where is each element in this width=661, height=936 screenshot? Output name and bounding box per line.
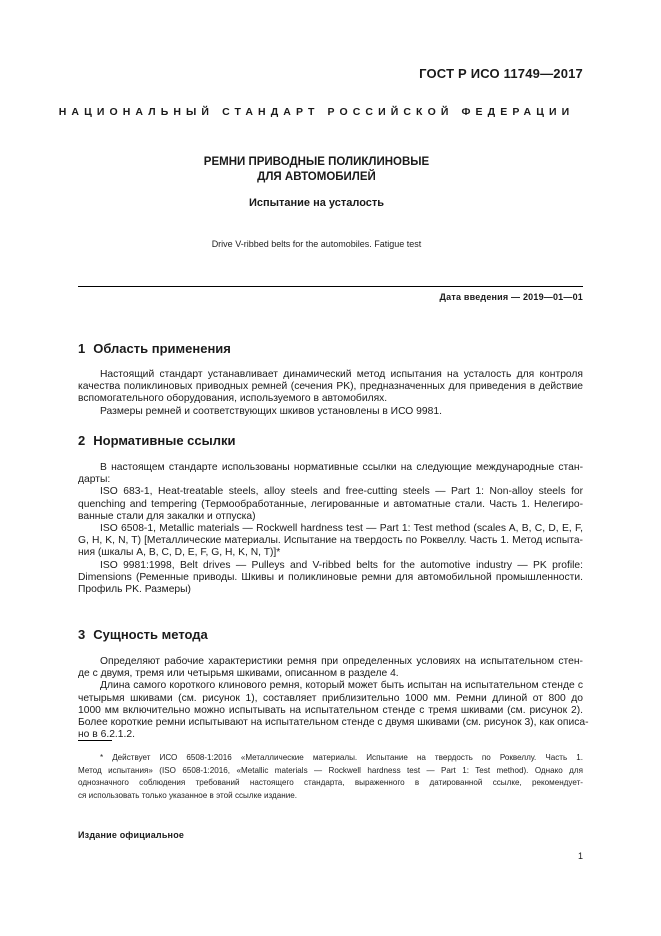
section-title: Сущность метода bbox=[93, 627, 208, 642]
national-standard-heading: НАЦИОНАЛЬНЫЙ СТАНДАРТ РОССИЙСКОЙ ФЕДЕРАЦИИ bbox=[58, 106, 575, 118]
text-line: В настоящем стандарте использованы нормативные ссылки на следующие международные стан- bbox=[100, 462, 583, 473]
text-line: Профиль PK. Размеры) bbox=[78, 584, 191, 596]
official-edition-label: Издание официальное bbox=[78, 830, 185, 840]
title-line-1: РЕМНИ ПРИВОДНЫЕ ПОЛИКЛИНОВЫЕ bbox=[203, 156, 430, 168]
section-2-text bbox=[78, 462, 583, 596]
footnote-line: * Действует ИСО 6508-1:2016 «Металлические материалы. Испытание на твердость по Роквеллу. Часть 1. bbox=[100, 753, 583, 762]
text-line: Настоящий стандарт устанавливает динамический метод испытания на усталость для контроля bbox=[100, 369, 583, 380]
text-line: G, H, K, N, T) [Металлические материалы. Испытание на твердость по Роквеллу. Часть 1. Метод испыта- bbox=[78, 535, 583, 547]
document-title bbox=[50, 155, 583, 185]
introduction-date: Дата введения — 2019—01—01 bbox=[439, 292, 583, 302]
text-line: четырьмя шкивами (см. рисунок 1), составляет приблизительно 1000 мм. Ремни длиной от 800 до bbox=[78, 692, 583, 704]
section-number: 3 bbox=[78, 627, 86, 642]
header-divider bbox=[78, 286, 583, 287]
document-subtitle: Испытание на усталость bbox=[248, 197, 385, 209]
text-line: ISO 9981:1998, Belt drives — Pulleys and V-ribbed belts for the automotive industry — PK profile: bbox=[100, 559, 583, 571]
text-line: дарты: bbox=[78, 474, 111, 486]
text-line: Размеры ремней и соответствующих шкивов установлены в ИСО 9981. bbox=[100, 405, 442, 417]
text-line: 1000 мм включительно можно испытывать на испытательном стенде с тремя шкивами (см. рисунок 2). bbox=[78, 704, 583, 716]
text-line: Длина самого короткого клинового ремня, который может быть испытан на испытательном стенде с bbox=[100, 680, 583, 692]
footnote-line: однозначного соблюдения требований настоящего стандарта, выраженного в датированной ссылке, рекомендует- bbox=[78, 778, 583, 787]
text-line: ванные стали для закалки и отпуска) bbox=[78, 510, 256, 522]
text-line: ISO 6508-1, Metallic materials — Rockwell hardness test — Part 1: Test method (scales A, B, C, D, E, F, bbox=[100, 523, 583, 535]
title-line-2: ДЛЯ АВТОМОБИЛЕЙ bbox=[257, 171, 376, 183]
section-number: 1 bbox=[78, 341, 86, 356]
section-title: Область применения bbox=[93, 341, 231, 356]
section-title: Нормативные ссылки bbox=[93, 433, 236, 448]
footnote bbox=[78, 752, 583, 802]
section-1-heading bbox=[78, 341, 231, 356]
section-3-heading bbox=[78, 627, 208, 642]
text-line: вспомогательного оборудования, используемого в автомобилях. bbox=[78, 393, 388, 405]
footnote-line: Метод испытания» (ISO 6508-1:2016, «Metallic materials — Rockwell hardness test — Part 1: Test method). Однако для bbox=[78, 765, 583, 775]
section-3-text bbox=[78, 656, 589, 741]
footnote-divider bbox=[78, 740, 112, 741]
text-line: но в 6.2.1.2. bbox=[78, 729, 135, 741]
text-line: де с двумя, тремя или четырьмя шкивами, описанном в разделе 4. bbox=[78, 668, 399, 680]
section-number: 2 bbox=[78, 433, 86, 448]
section-1-text bbox=[78, 369, 583, 418]
standard-number: ГОСТ Р ИСО 11749—2017 bbox=[419, 66, 583, 81]
section-2-heading bbox=[78, 433, 235, 448]
page-number: 1 bbox=[577, 851, 583, 861]
english-title: Drive V-ribbed belts for the automobiles. Fatigue test bbox=[211, 239, 422, 249]
text-line: Определяют рабочие характеристики ремня при определенных условиях на испытательном стен- bbox=[100, 656, 583, 667]
text-line: ISO 683-1, Heat-treatable steels, alloy steels and free-cutting steels — Part 1: Non-alloy steels for bbox=[100, 486, 583, 498]
text-line: quenching and tempering (Термообработанные, легированные и автоматные стали. Часть 1. Нелегиро- bbox=[78, 498, 583, 510]
text-line: ния (шкалы A, B, C, D, E, F, G, H, K, N, T)]* bbox=[78, 547, 281, 559]
text-line: качества поликлиновых приводных ремней (сечения PK), предназначенных для приведения в действие bbox=[78, 381, 583, 393]
footnote-line: ся использовать только указанное в этой ссылке издание. bbox=[78, 790, 297, 800]
text-line: Более короткие ремни испытывают на испытательном стенде с двумя шкивами (см. рисунок 3), как описа- bbox=[78, 717, 589, 729]
text-line: Dimensions (Ременные приводы. Шкивы и поликлиновые ремни для автомобильной промышленности. bbox=[78, 571, 583, 583]
